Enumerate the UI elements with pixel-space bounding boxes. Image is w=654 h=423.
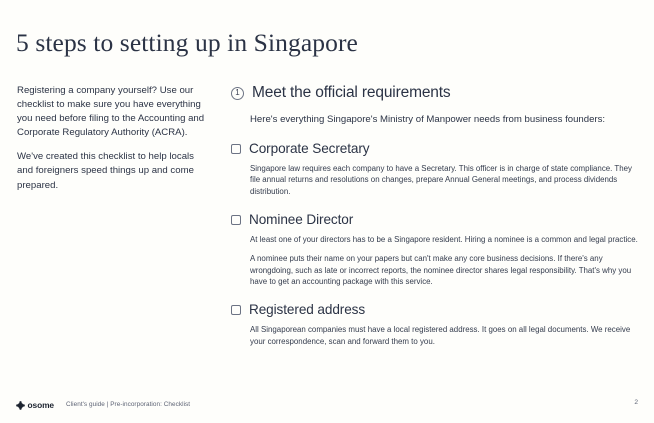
- intro-paragraph-2: We've created this checklist to help locals and foreigners speed things up and come prepared.: [17, 151, 194, 191]
- checklist-item: [231, 302, 639, 347]
- checklist-item-header[interactable]: [231, 212, 639, 228]
- checkbox-icon[interactable]: [231, 305, 241, 315]
- intro-paragraph-1: Registering a company yourself? Use our checklist to make sure you have everything you need before filing to the Accounting and Corporate Regulatory Authority (ACRA).: [17, 85, 205, 139]
- section-intro-text: Here's everything Singapore's Ministry of Manpower needs from business founders:: [250, 114, 606, 126]
- step-number-badge: 1: [231, 87, 244, 100]
- checklist-item-header[interactable]: [231, 302, 639, 318]
- brand-logo: [16, 401, 54, 410]
- osome-logo-icon: [16, 401, 25, 410]
- checklist-item-title: Corporate Secretary: [249, 140, 370, 156]
- breadcrumb: Client's guide | Pre-incorporation: Checklist: [66, 400, 191, 408]
- checklist-item-paragraph: At least one of your directors has to be a Singapore resident. Hiring a nominee is a common and legal practice.: [250, 234, 638, 244]
- checklist-item-body: [250, 324, 639, 348]
- page-title: 5 steps to setting up in Singapore: [16, 28, 358, 58]
- checklist-item-paragraph: All Singaporean companies must have a local registered address. It goes on all legal documents. We receive your correspondence, scan and forward them to you.: [250, 324, 631, 346]
- footer-left-group: [16, 397, 190, 413]
- page-footer: [0, 397, 654, 413]
- checklist-item-title: Registered address: [249, 302, 366, 318]
- checklist-item-paragraph: Singapore law requires each company to have a Secretary. This officer is in charge of state compliance. They file annual returns and resolutions on changes, prepare Annual General meetings, and process dividends distribution.: [250, 163, 632, 197]
- checklist-item-title: Nominee Director: [249, 212, 354, 228]
- intro-column: [17, 84, 207, 193]
- page-number: 2: [634, 399, 638, 406]
- checklist-item-body: [250, 234, 639, 288]
- checklist-item-body: [250, 163, 639, 199]
- section-heading: [231, 84, 639, 101]
- checklist-item: [231, 212, 639, 288]
- checklist-item: [231, 141, 639, 198]
- section-title: Meet the official requirements: [252, 84, 451, 101]
- brand-name: osome: [27, 399, 54, 410]
- requirements-column: [231, 84, 639, 348]
- checklist-item-paragraph: A nominee puts their name on your papers but can't make any core business decisions. If there's any wrongdoing, such as late or incorrect reports, the nominee director shares legal responsibility. That's why you have to get an accounting package with this service.: [250, 253, 632, 287]
- checkbox-icon[interactable]: [231, 215, 241, 225]
- checkbox-icon[interactable]: [231, 144, 241, 154]
- checklist-item-header[interactable]: [231, 141, 639, 157]
